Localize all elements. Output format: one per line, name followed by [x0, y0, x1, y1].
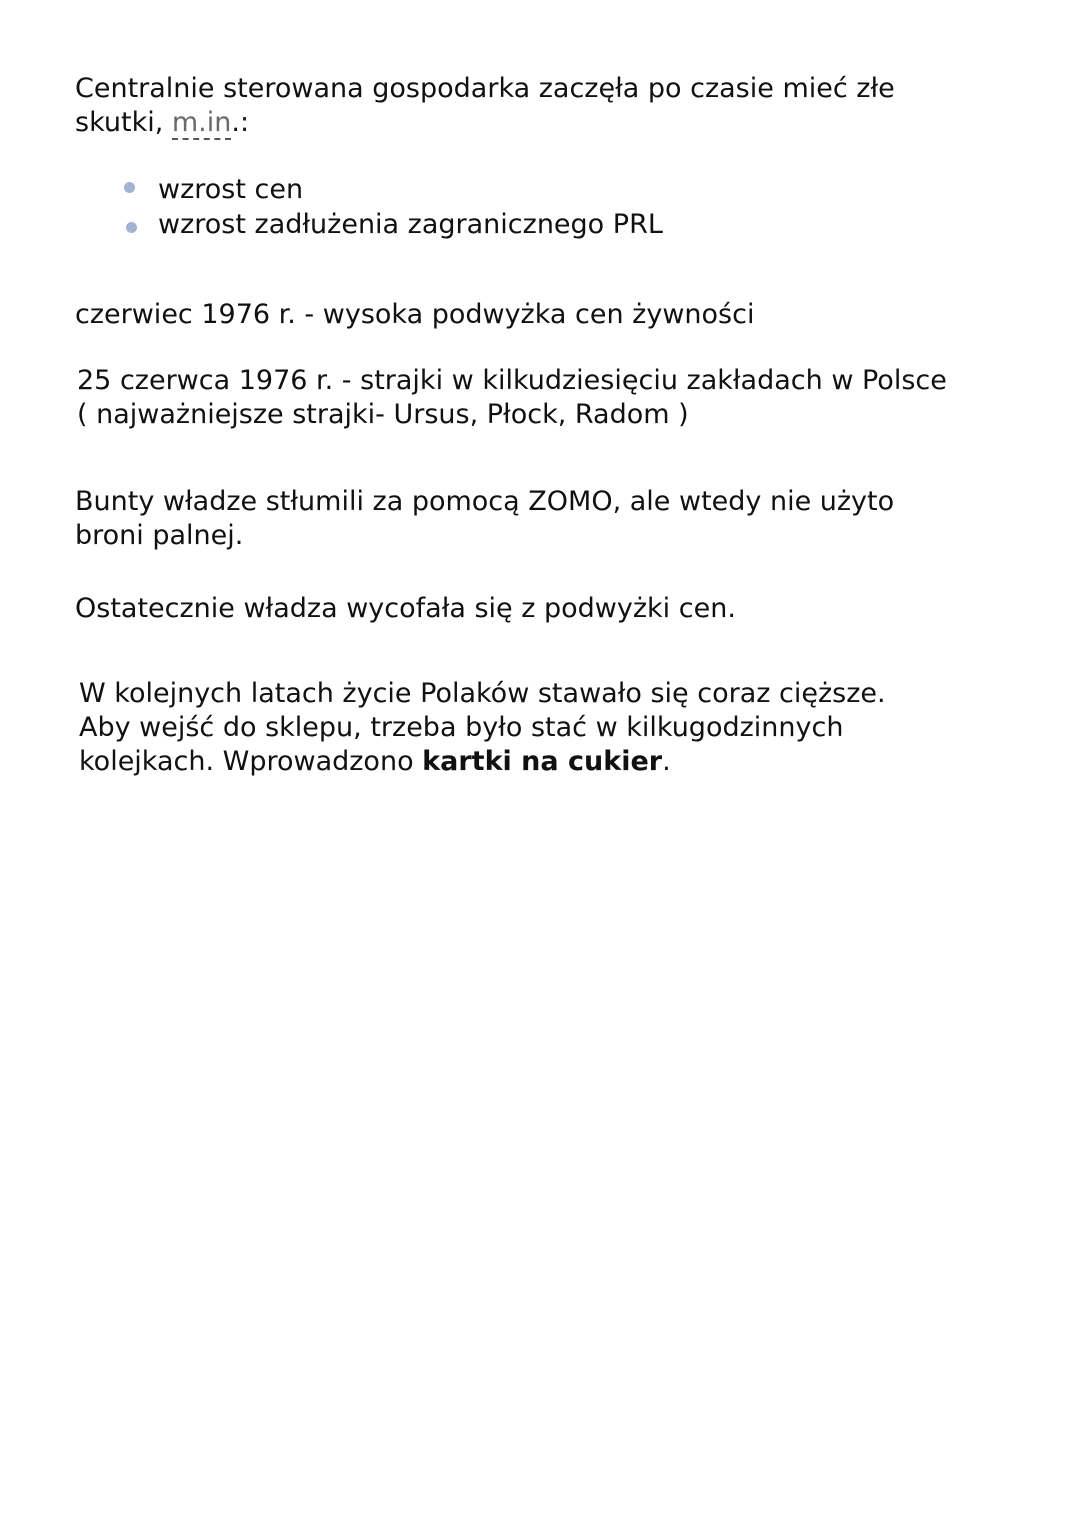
suppression-paragraph: [75, 485, 894, 553]
strikes-line-1: 25 czerwca 1976 r. - strajki w kilkudziesięciu zakładach w Polsce: [77, 365, 947, 396]
effects-list: [118, 172, 663, 242]
list-item: [118, 207, 663, 242]
intro-line-2-prefix: skutki,: [75, 107, 172, 138]
list-item: [118, 172, 663, 207]
strikes-paragraph: [77, 364, 947, 432]
bullet-icon: [126, 222, 137, 233]
later-years-paragraph: [79, 677, 886, 779]
abbreviation-min: m.in: [171, 107, 232, 138]
suppression-line-2: broni palnej.: [75, 520, 244, 551]
later-years-line-2: Aby wejść do sklepu, trzeba było stać w kilkugodzinnych: [79, 712, 844, 743]
withdrawal-paragraph: Ostatecznie władza wycofała się z podwyżki cen.: [75, 593, 736, 624]
later-years-line-3-prefix: kolejkach. Wprowadzono: [79, 746, 423, 777]
list-item-text: wzrost zadłużenia zagranicznego PRL: [158, 209, 663, 240]
suppression-line-1: Bunty władze stłumili za pomocą ZOMO, ale wtedy nie użyto: [75, 486, 895, 517]
intro-paragraph: [75, 72, 895, 140]
intro-line-2-suffix: .:: [231, 107, 250, 138]
bullet-icon: [124, 182, 135, 193]
list-item-text: wzrost cen: [158, 174, 304, 205]
event-june-1976: czerwiec 1976 r. - wysoka podwyżka cen żywności: [75, 299, 755, 330]
sugar-ration-cards-emphasis: kartki na cukier: [422, 746, 663, 777]
later-years-line-1: W kolejnych latach życie Polaków stawało się coraz cięższe.: [79, 678, 886, 709]
intro-line-1: Centralnie sterowana gospodarka zaczęła po czasie mieć złe: [75, 73, 895, 104]
strikes-line-2: ( najważniejsze strajki- Ursus, Płock, Radom ): [77, 399, 689, 430]
later-years-line-3-suffix: .: [662, 746, 671, 777]
